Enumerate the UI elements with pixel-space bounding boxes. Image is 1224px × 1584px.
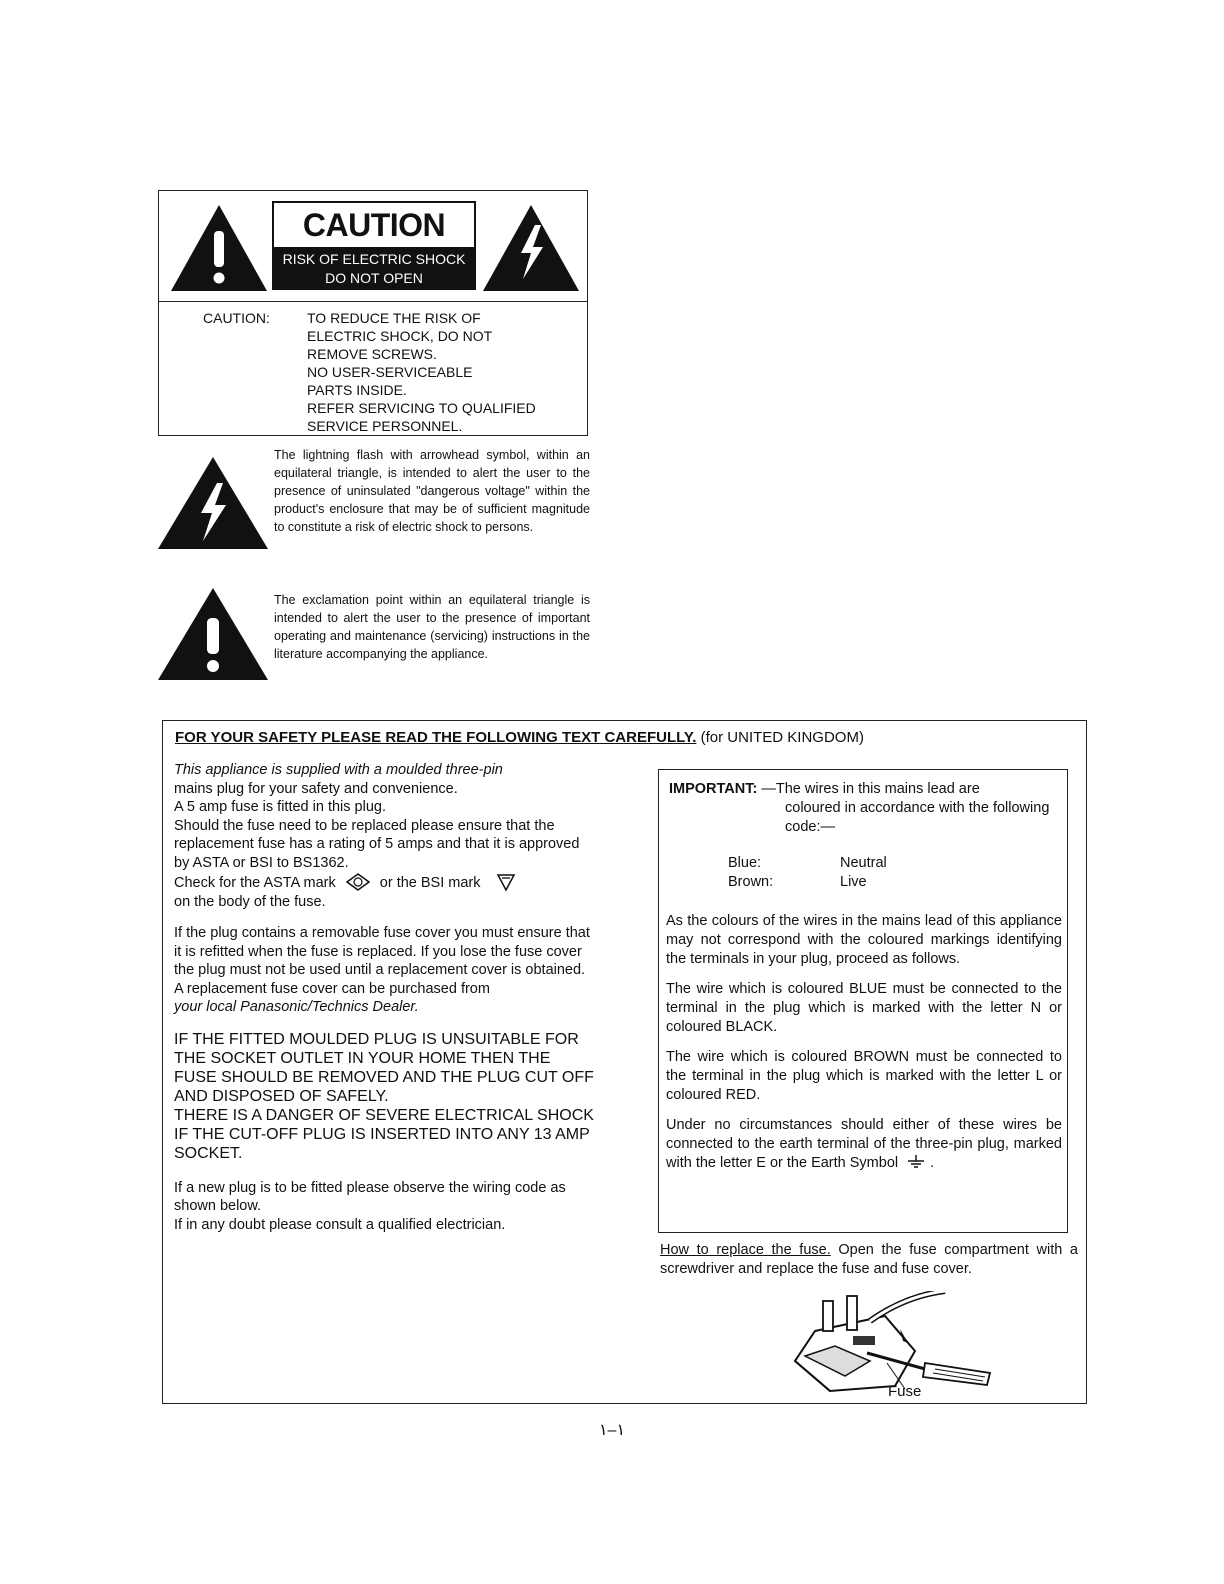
colour-code-colour: Brown:	[728, 874, 774, 890]
text: Under no circumstances should either of these wires be connected to the earth terminal of the three-pin plug, marked with the letter E or the Earth Symbol	[666, 1117, 1062, 1171]
earth-symbol-icon	[906, 1155, 926, 1169]
howto-text: Open the fuse compartment with a screwdriver and replace the fuse and fuse cover.	[660, 1242, 1078, 1277]
text: on the body of the fuse.	[174, 893, 326, 910]
colour-code-row	[728, 854, 1028, 873]
wiring-intro	[669, 780, 1061, 837]
caution-badge	[272, 201, 476, 291]
badge-line-2: DO NOT OPEN	[325, 270, 423, 286]
lightning-symbol-text: The lightning flash with arrowhead symbol, within an equilateral triangle, is intended to alert the user to the presence of uninsulated "dangerous voltage" within the product's enclosure that may be of sufficient magnitude to constitute a risk of electric shock to persons.	[274, 448, 590, 534]
text: coloured in accordance with the following code:—	[785, 800, 1050, 835]
text: IF THE FITTED MOULDED PLUG IS UNSUITABLE FOR THE SOCKET OUTLET IN YOUR HOME THEN THE FUSE SHOULD BE REMOVED AND THE PLUG CUT OFF AND DISPOSED OF SAFELY.	[174, 1030, 594, 1105]
safety-heading-suffix: (for UNITED KINGDOM)	[700, 729, 864, 746]
wiring-instructions	[666, 912, 1062, 1173]
paragraph: Under no circumstances should either of these wires be connected to the earth terminal of the three-pin plug, marked with the letter E or the Earth Symbol .	[666, 1117, 1062, 1171]
text: mains plug for your safety and convenience.	[174, 780, 458, 797]
text: Should the fuse need to be replaced please ensure that the replacement fuse has a rating of 5 amps and that it is approved by ASTA or BSI to BS1362.	[174, 817, 580, 871]
plug-instructions	[174, 761, 594, 1247]
exclamation-symbol-text: The exclamation point within an equilateral triangle is intended to alert the user to the presence of important operating and maintenance (servicing) instructions in the literature accompanying the appliance.	[274, 593, 590, 661]
paragraph	[174, 1179, 594, 1235]
caution-label: CAUTION:	[203, 310, 270, 326]
colour-code-table	[728, 854, 1028, 892]
paragraph: The wire which is coloured BROWN must be connected to the terminal in the plug which is marked with the letter L or coloured RED.	[666, 1049, 1062, 1103]
safety-heading-title: FOR YOUR SAFETY PLEASE READ THE FOLLOWING TEXT CAREFULLY.	[175, 729, 697, 746]
paragraph	[174, 761, 594, 911]
italic-text: This appliance is supplied with a moulded three-pin	[174, 762, 503, 778]
colour-code-meaning: Live	[840, 874, 867, 890]
badge-line-1: RISK OF ELECTRIC SHOCK	[282, 251, 466, 267]
caution-line: TO REDUCE THE RISK OF	[307, 310, 481, 326]
paragraph	[174, 924, 594, 1017]
colour-code-colour: Blue:	[728, 855, 762, 871]
caution-lines	[307, 309, 577, 435]
exclamation-triangle-icon	[156, 586, 270, 682]
fuse-replacement	[660, 1241, 1078, 1279]
page-number: ١–١	[598, 1422, 626, 1439]
text: A replacement fuse cover can be purchased from	[174, 980, 490, 997]
caution-line: PARTS INSIDE.	[307, 382, 407, 398]
caution-badge-title: CAUTION	[272, 201, 476, 247]
lightning-triangle-icon	[481, 203, 581, 293]
important-label: IMPORTANT:	[669, 781, 758, 797]
text: Check for the ASTA mark	[174, 875, 336, 891]
paragraph: As the colours of the wires in the mains lead of this appliance may not correspond with the coloured markings identifying the terminals in your plug, proceed as follows.	[666, 913, 1062, 967]
caution-line: NO USER-SERVICEABLE	[307, 364, 473, 380]
colour-code-row	[728, 873, 1028, 892]
caution-badge-subtitle	[272, 247, 476, 290]
text: —The wires in this mains lead are	[761, 781, 980, 797]
exclamation-triangle-icon	[169, 203, 269, 293]
asta-mark-icon	[346, 873, 370, 891]
text: or the BSI mark	[379, 875, 481, 891]
text: THERE IS A DANGER OF SEVERE ELECTRICAL SHOCK IF THE CUT-OFF PLUG IS INSERTED INTO ANY 13 AMP SOCKET.	[174, 1106, 594, 1162]
caution-line: SERVICE PERSONNEL.	[307, 418, 463, 434]
paragraph: The wire which is coloured BLUE must be connected to the terminal in the plug which is marked with the letter N or coloured BLACK.	[666, 981, 1062, 1035]
caution-line: ELECTRIC SHOCK, DO NOT	[307, 328, 493, 344]
caution-line: REFER SERVICING TO QUALIFIED	[307, 400, 536, 416]
lightning-triangle-icon	[156, 455, 270, 551]
italic-text: your local Panasonic/Technics Dealer.	[174, 999, 419, 1015]
text: If a new plug is to be fitted please observe the wiring code as shown below.	[174, 1179, 566, 1214]
text: If the plug contains a removable fuse cover you must ensure that it is refitted when the fuse is replaced. If you lose the fuse cover the plug must not be used until a replacement cover is obtained.	[174, 925, 590, 978]
caution-box	[158, 190, 588, 436]
colour-code-meaning: Neutral	[840, 855, 887, 871]
uk-safety-box	[162, 720, 1087, 1404]
howto-title: How to replace the fuse.	[660, 1242, 831, 1258]
caution-line: REMOVE SCREWS.	[307, 346, 437, 362]
text: A 5 amp fuse is fitted in this plug.	[174, 799, 386, 815]
fuse-label: Fuse	[888, 1383, 922, 1400]
paragraph	[174, 1030, 594, 1163]
bsi-kitemark-icon	[495, 872, 517, 892]
important-wiring-box	[658, 769, 1068, 1233]
safety-heading	[175, 729, 864, 746]
text: If in any doubt please consult a qualified electrician.	[174, 1216, 506, 1233]
caution-header	[159, 191, 587, 302]
